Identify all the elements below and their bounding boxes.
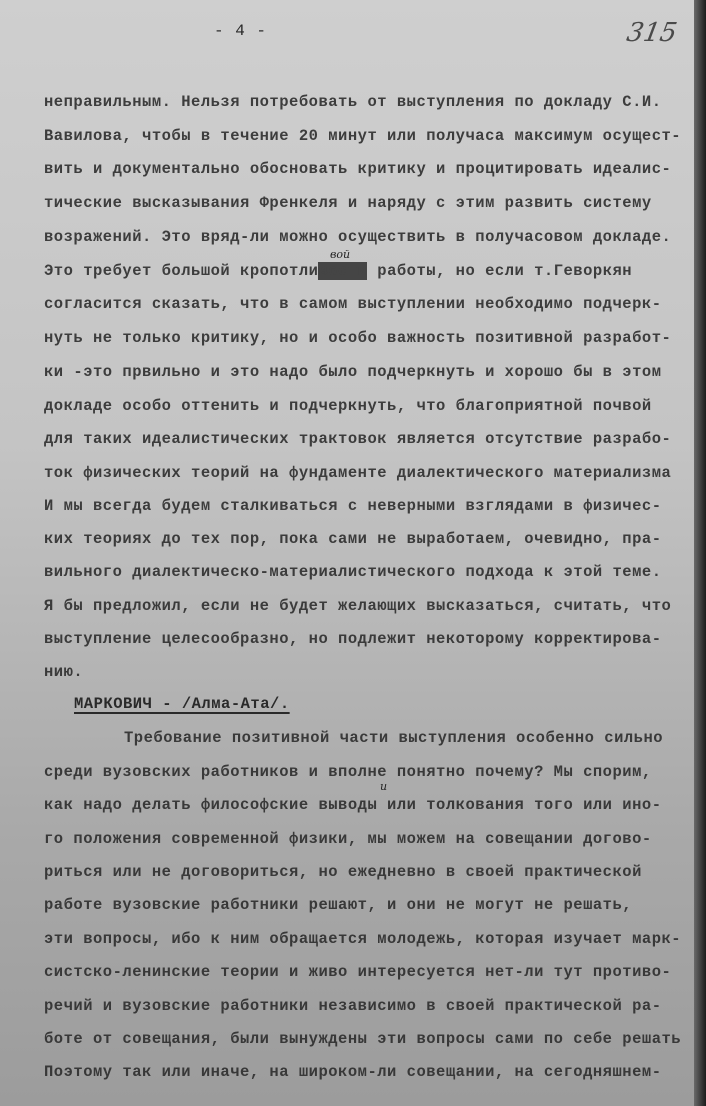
handwritten-insert: и	[380, 780, 388, 793]
text-line: как надо делать философские выводы или толкования того или ино-	[44, 796, 662, 814]
text-line: боте от совещания, были вынуждены эти вопросы сами по себе решать	[44, 1030, 682, 1048]
text-line: неправильным. Нельзя потребовать от выступления по докладу С.И.	[44, 93, 662, 111]
text-line: выступление целесообразно, но подлежит некоторому корректирова-	[44, 630, 662, 648]
text-segment: Это требует большой кропотли	[44, 262, 319, 280]
handwritten-correction: вой	[330, 248, 351, 261]
text-line: И мы всегда будем сталкиваться с неверными взглядами в физичес-	[44, 497, 662, 515]
text-line: риться или не договориться, но ежедневно в своей практической	[44, 863, 642, 881]
text-line: ки -это првильно и это надо было подчеркнуть и хорошо бы в этом	[44, 363, 662, 381]
text-line: докладе особо оттенить и подчеркнуть, что благоприятной почвой	[44, 397, 652, 415]
text-line: систско-ленинские теории и живо интересуется нет-ли тут противо-	[44, 963, 672, 981]
text-line: речий и вузовские работники независимо в своей практической ра-	[44, 997, 662, 1015]
page-number: - 4 -	[214, 22, 268, 40]
text-line: нию.	[44, 663, 84, 681]
text-line: Требование позитивной части выступления особенно сильно	[124, 729, 664, 747]
text-line: нуть не только критику, но и особо важность позитивной разработ-	[44, 329, 672, 347]
text-line: для таких идеалистических трактовок является отсутствие разрабо-	[44, 430, 672, 448]
speaker-heading: МАРКОВИЧ - /Алма-Ата/.	[74, 695, 290, 713]
text-line: Я бы предложил, если не будет желающих высказаться, считать, что	[44, 597, 672, 615]
text-line: тические высказывания Френкеля и наряду с этим развить систему	[44, 194, 652, 212]
text-line-corrected	[44, 261, 632, 281]
text-line: ток физических теорий на фундаменте диалектического материализма	[44, 464, 672, 482]
text-line: го положения современной физики, мы можем на совещании догово-	[44, 830, 652, 848]
text-line: согласится сказать, что в самом выступлении необходимо подчерк-	[44, 295, 662, 313]
archive-number: 315	[624, 18, 680, 48]
text-line: эти вопросы, ибо к ним обращается молодежь, которая изучает марк-	[44, 930, 682, 948]
text-line: Вавилова, чтобы в течение 20 минут или получаса максимум осущест-	[44, 127, 682, 145]
scan-edge	[694, 0, 706, 1106]
text-line: Поэтому так или иначе, на широком-ли совещании, на сегодняшнем-	[44, 1063, 662, 1081]
text-line: возражений. Это вряд-ли можно осуществить в получасовом докладе.	[44, 228, 672, 246]
text-line: ких теориях до тех пор, пока сами не выработаем, очевидно, пра-	[44, 530, 662, 548]
text-line: вильного диалектическо-материалистического подхода к этой теме.	[44, 563, 662, 581]
struck-text: вости	[318, 262, 368, 280]
text-line: вить и документально обосновать критику и процитировать идеалис-	[44, 160, 672, 178]
text-segment: работы, но если т.Геворкян	[367, 262, 633, 280]
text-line: работе вузовские работники решают, и они не могут не решать,	[44, 896, 633, 914]
text-line: среди вузовских работников и вполне понятно почему? Мы спорим,	[44, 763, 652, 781]
